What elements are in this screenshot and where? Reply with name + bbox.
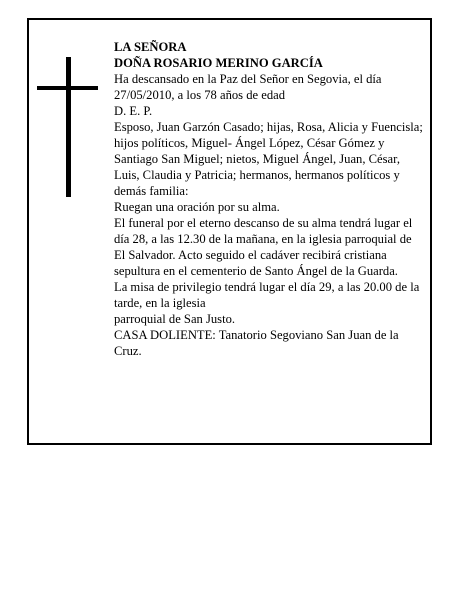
deceased-name: DOÑA ROSARIO MERINO GARCÍA (114, 56, 323, 70)
funeral-details: El funeral por el eterno descanso de su alma tendrá lugar el día 28, a las 12.30 de la mañana, en la iglesia parroquial de El Salvador. Acto seguido el cadáver recibirá cristiana sepultura en el cementerio de Santo Ángel de la Guarda. (114, 216, 413, 278)
obituary-text (114, 39, 424, 359)
rip-line: D. E. P. (114, 104, 153, 118)
cross-vertical-bar (66, 57, 71, 197)
cross-horizontal-bar (37, 86, 98, 90)
mass-details: La misa de privilegio tendrá lugar el día 29, a las 20.00 de la tarde, en la iglesia (114, 280, 420, 310)
mourning-house: CASA DOLIENTE: Tanatorio Segoviano San Juan de la Cruz. (114, 328, 399, 358)
notice-title: LA SEÑORA (114, 40, 187, 54)
prayer-request: Ruegan una oración por su alma. (114, 200, 280, 214)
passing-statement: Ha descansado en la Paz del Señor en Segovia, el día 27/05/2010, a los 78 años de edad (114, 72, 382, 102)
mass-place: parroquial de San Justo. (114, 312, 236, 326)
family-list: Esposo, Juan Garzón Casado; hijas, Rosa, Alicia y Fuencisla; hijos políticos, Miguel- Ángel López, César Gómez y Santiago San Miguel; nietos, Miguel Ángel, Juan, César, Luis, Claudia y Patricia; hermanos, hermanos políticos y demás familia: (114, 120, 423, 198)
